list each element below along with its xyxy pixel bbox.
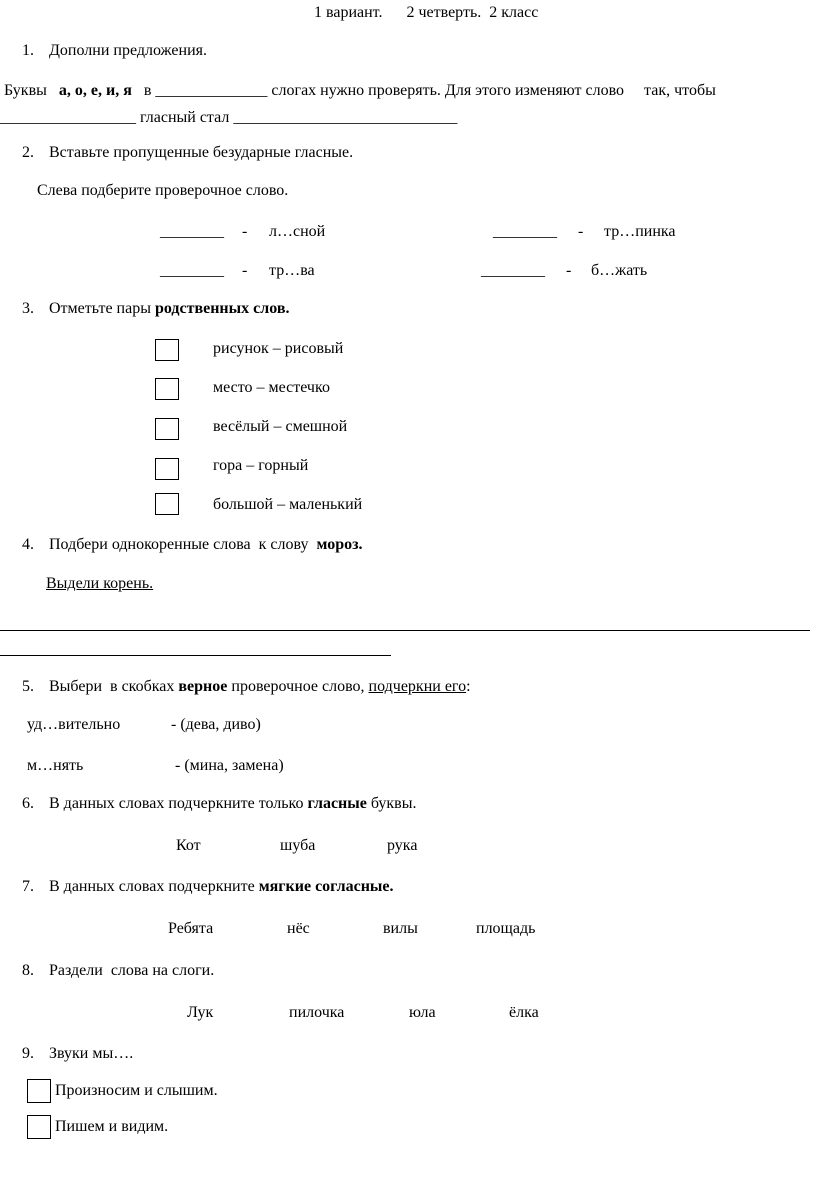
q6-title: В данных словах подчеркните только гласные буквы. bbox=[49, 795, 417, 812]
q3-number: 3. bbox=[22, 300, 34, 317]
q9-option-1: Произносим и слышим. bbox=[55, 1082, 218, 1099]
q3-checkbox-1[interactable] bbox=[155, 339, 179, 361]
q6-number: 6. bbox=[22, 795, 34, 812]
q1-line2: _________________ гласный стал ____________________________ bbox=[0, 109, 458, 126]
q8-title: Раздели слова на слоги. bbox=[49, 962, 215, 979]
q2-blank: ________ bbox=[160, 262, 224, 279]
q1-blank-2: _________________ bbox=[0, 109, 136, 126]
q8-word-3: юла bbox=[409, 1004, 436, 1021]
q5-title: Выбери в скобках верное проверочное слово, подчеркни его: bbox=[49, 678, 471, 695]
q1-number: 1. bbox=[22, 42, 34, 59]
q4-title: Подбери однокоренные слова к слову мороз. bbox=[49, 536, 363, 553]
q8-word-1: Лук bbox=[187, 1004, 214, 1021]
q2-blank: ________ bbox=[160, 223, 224, 240]
q4-subtitle: Выдели корень. bbox=[46, 575, 154, 592]
q8-number: 8. bbox=[22, 962, 34, 979]
q5-options-1: - (дева, диво) bbox=[171, 716, 261, 733]
q2-word-1: л…сной bbox=[269, 223, 326, 240]
q3-option-2: место – местечко bbox=[213, 379, 330, 396]
q2-dash: - bbox=[242, 223, 248, 240]
q9-checkbox-2[interactable] bbox=[27, 1115, 51, 1139]
q4-number: 4. bbox=[22, 536, 34, 553]
q5-word-1: уд…вительно bbox=[27, 716, 121, 733]
q2-title: Вставьте пропущенные безударные гласные. bbox=[49, 144, 354, 161]
q3-checkbox-4[interactable] bbox=[155, 458, 179, 480]
q8-word-2: пилочка bbox=[289, 1004, 345, 1021]
q1-blank-3: ____________________________ bbox=[233, 109, 458, 126]
q2-blank: ________ bbox=[493, 223, 557, 240]
page-header: 1 вариант. 2 четверть. 2 класс bbox=[314, 4, 539, 21]
q2-word-2: тр…пинка bbox=[604, 223, 676, 240]
q5-number: 5. bbox=[22, 678, 34, 695]
q3-option-3: весёлый – смешной bbox=[213, 418, 348, 435]
q3-checkbox-2[interactable] bbox=[155, 378, 179, 400]
q2-dash: - bbox=[242, 262, 248, 279]
q5-word-2: м…нять bbox=[27, 757, 84, 774]
q1-line1: Буквы а, о, е, и, я в ______________ слогах нужно проверять. Для этого изменяют слово так, чтобы bbox=[4, 82, 716, 99]
q6-word-1: Кот bbox=[176, 837, 201, 854]
q1-letters: а, о, е, и, я bbox=[58, 82, 132, 99]
q9-title: Звуки мы…. bbox=[49, 1045, 134, 1062]
answer-line-1 bbox=[0, 630, 810, 631]
q7-word-1: Ребята bbox=[168, 920, 214, 937]
q7-word-3: вилы bbox=[383, 920, 418, 937]
q1-title: Дополни предложения. bbox=[49, 42, 207, 59]
q9-option-2: Пишем и видим. bbox=[55, 1118, 169, 1135]
q3-option-4: гора – горный bbox=[213, 457, 309, 474]
q8-word-4: ёлка bbox=[509, 1004, 539, 1021]
q2-blank: ________ bbox=[481, 262, 545, 279]
q3-option-1: рисунок – рисовый bbox=[213, 340, 344, 357]
q9-number: 9. bbox=[22, 1045, 34, 1062]
q3-option-5: большой – маленький bbox=[213, 496, 363, 513]
q3-title: Отметьте пары родственных слов. bbox=[49, 300, 290, 317]
q7-word-2: нёс bbox=[287, 920, 310, 937]
q2-number: 2. bbox=[22, 144, 34, 161]
q6-word-3: рука bbox=[387, 837, 418, 854]
q2-subtitle: Слева подберите проверочное слово. bbox=[37, 182, 289, 199]
q7-number: 7. bbox=[22, 878, 34, 895]
q2-word-3: тр…ва bbox=[269, 262, 315, 279]
q6-word-2: шуба bbox=[280, 837, 316, 854]
q2-dash: - bbox=[578, 223, 584, 240]
q9-checkbox-1[interactable] bbox=[27, 1079, 51, 1103]
q1-blank-1: ______________ bbox=[155, 82, 268, 99]
q2-dash: - bbox=[566, 262, 572, 279]
q2-word-4: б…жать bbox=[591, 262, 648, 279]
q7-title: В данных словах подчеркните мягкие согласные. bbox=[49, 878, 394, 895]
q3-checkbox-3[interactable] bbox=[155, 418, 179, 440]
answer-line-2 bbox=[0, 655, 391, 656]
q3-checkbox-5[interactable] bbox=[155, 493, 179, 515]
q5-options-2: - (мина, замена) bbox=[175, 757, 284, 774]
q7-word-4: площадь bbox=[476, 920, 536, 937]
